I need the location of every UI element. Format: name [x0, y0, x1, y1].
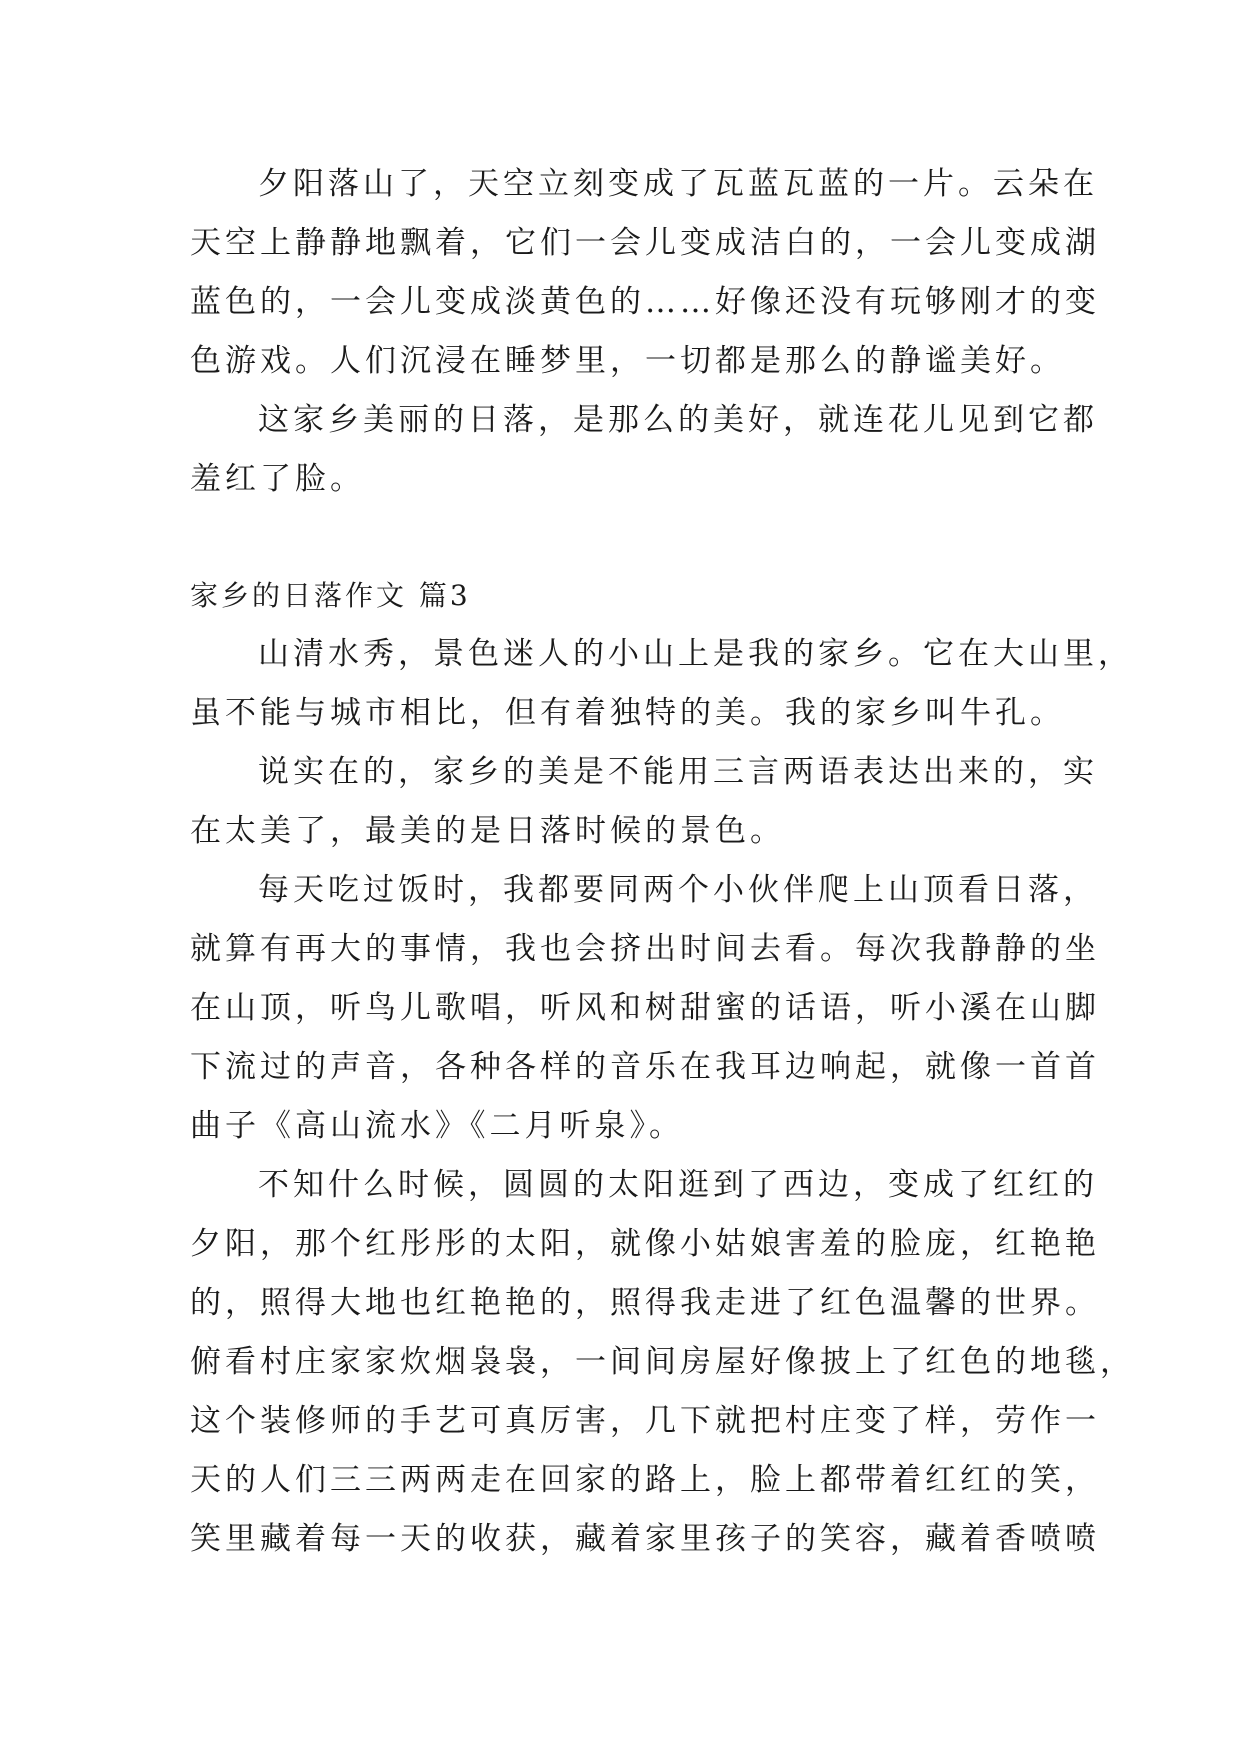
text-line: 山清水秀，景色迷人的小山上是我的家乡。它在大山里，: [258, 636, 1133, 672]
text-line: 色游戏。人们沉浸在睡梦里，一切都是那么的静谧美好。: [190, 343, 1065, 379]
text-line: 笑里藏着每一天的收获，藏着家里孩子的笑容，藏着香喷喷: [190, 1521, 1100, 1557]
paragraph: [190, 155, 1100, 391]
text-line: 俯看村庄家家炊烟袅袅，一间间房屋好像披上了红色的地毯，: [190, 1344, 1135, 1380]
text-line: 的，照得大地也红艳艳的，照得我走进了红色温馨的世界。: [190, 1285, 1100, 1321]
text-line: 说实在的，家乡的美是不能用三言两语表达出来的，实: [258, 754, 1098, 790]
section-heading: 家乡的日落作文 篇3: [190, 579, 471, 612]
text-line: 这家乡美丽的日落，是那么的美好，就连花儿见到它都: [258, 402, 1098, 438]
paragraph: [190, 391, 1098, 509]
text-line: 虽不能与城市相比，但有着独特的美。我的家乡叫牛孔。: [190, 695, 1065, 731]
paragraph: [190, 743, 1098, 861]
text-line: 下流过的声音，各种各样的音乐在我耳边响起，就像一首首: [190, 1049, 1100, 1085]
text-line: 不知什么时候，圆圆的太阳逛到了西边，变成了红红的: [258, 1167, 1098, 1203]
text-line: 羞红了脸。: [190, 461, 365, 497]
text-line: 每天吃过饭时，我都要同两个小伙伴爬上山顶看日落，: [258, 872, 1098, 908]
document-body: [190, 155, 1135, 1569]
paragraph: [190, 861, 1100, 1156]
text-line: 夕阳落山了，天空立刻变成了瓦蓝瓦蓝的一片。云朵在: [258, 166, 1098, 202]
text-line: 在太美了，最美的是日落时候的景色。: [190, 813, 785, 849]
paragraph: [190, 1156, 1135, 1569]
text-line: 夕阳，那个红彤彤的太阳，就像小姑娘害羞的脸庞，红艳艳: [190, 1226, 1100, 1262]
text-line: 曲子《高山流水》《二月听泉》。: [190, 1108, 684, 1144]
paragraph: [190, 625, 1133, 743]
section-spacer: [190, 509, 1050, 566]
text-line: 这个装修师的手艺可真厉害，几下就把村庄变了样，劳作一: [190, 1403, 1100, 1439]
text-line: 蓝色的，一会儿变成淡黄色的……好像还没有玩够刚才的变: [190, 284, 1100, 320]
text-line: 在山顶，听鸟儿歌唱，听风和树甜蜜的话语，听小溪在山脚: [190, 990, 1100, 1026]
text-line: 天空上静静地飘着，它们一会儿变成洁白的，一会儿变成湖: [190, 225, 1100, 261]
text-line: 就算有再大的事情，我也会挤出时间去看。每次我静静的坐: [190, 931, 1100, 967]
text-line: 天的人们三三两两走在回家的路上，脸上都带着红红的笑，: [190, 1462, 1100, 1498]
